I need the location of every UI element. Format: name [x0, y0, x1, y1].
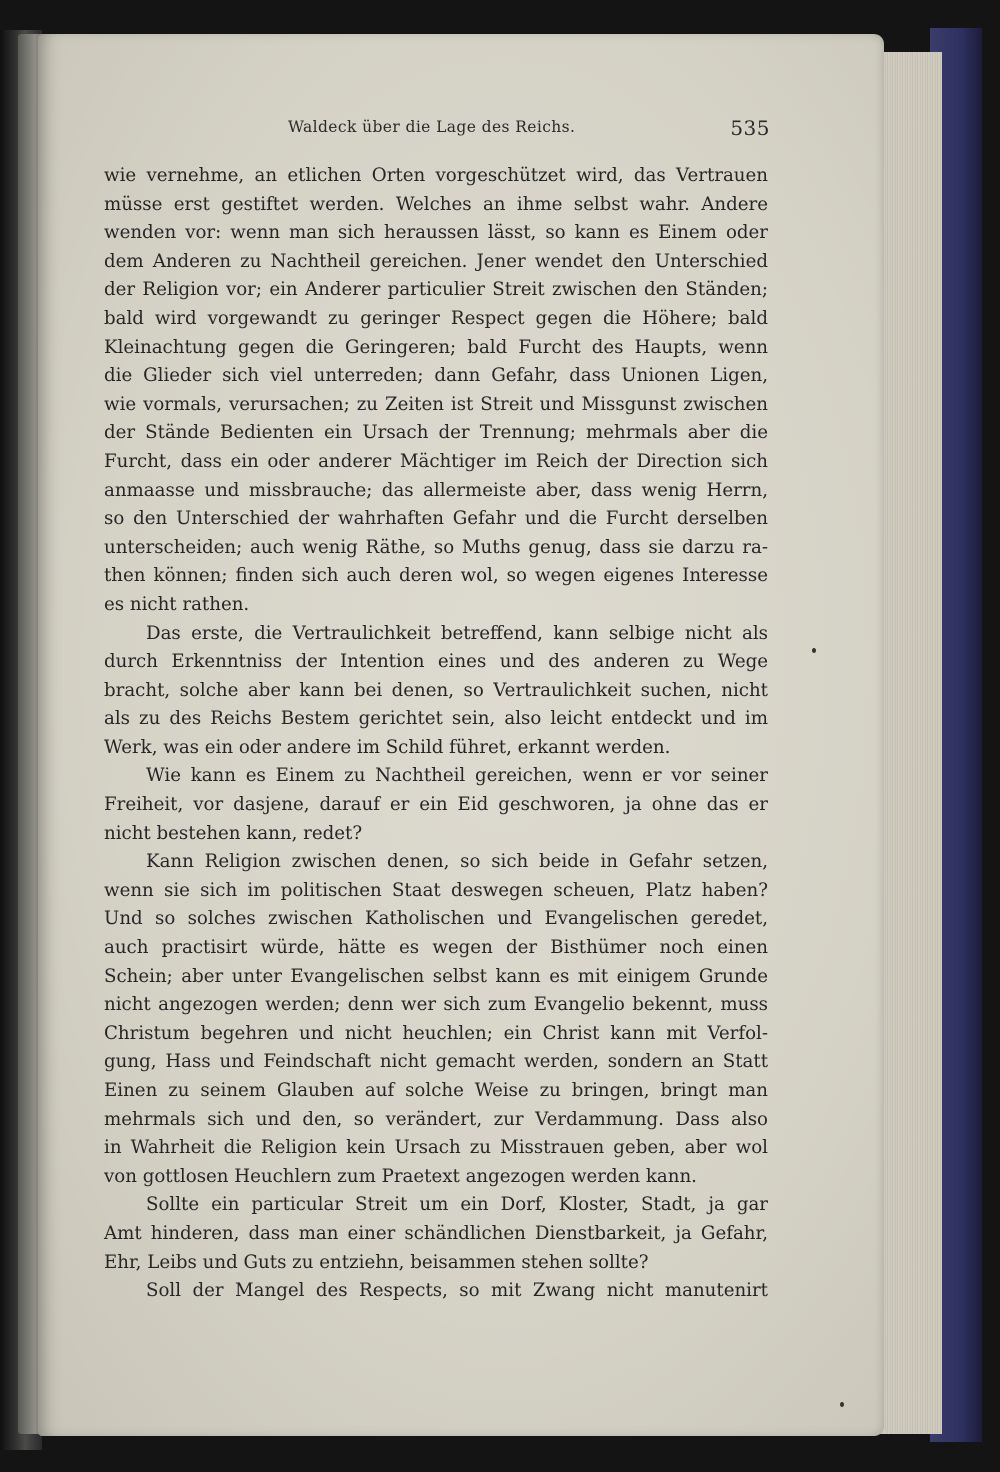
text-line: als zu des Reichs Bestem gerichtet sein, also leicht entdeckt und im — [104, 708, 768, 730]
text-line: Ehr, Leibs und Guts zu entziehn, beisammen stehen sollte? — [104, 1251, 649, 1273]
text-line: Freiheit, vor dasjene, darauf er ein Eid geschworen, ja ohne das er — [104, 794, 768, 816]
text-line: Kann Religion zwischen denen, so sich beide in Gefahr setzen, — [146, 851, 768, 873]
text-line: der Stände Bedienten ein Ursach der Trennung; mehrmals aber die — [104, 422, 768, 444]
text-line: Einen zu seinem Glauben auf solche Weise zu bringen, bringt man — [104, 1080, 768, 1101]
speck-mark — [840, 1402, 844, 1407]
text-line: Wie kann es Einem zu Nachtheil gereichen, wenn er vor seiner — [146, 765, 768, 787]
text-line: Werk, was ein oder andere im Schild führet, erkannt werden. — [104, 736, 671, 758]
text-line: anmaasse und missbrauche; das allermeiste aber, dass wenig Herrn, — [104, 479, 768, 501]
text-line: in Wahrheit die Religion kein Ursach zu Misstrauen geben, aber wol — [104, 1137, 768, 1159]
text-line: von gottlosen Heuchlern zum Praetext angezogen werden kann. — [104, 1165, 697, 1187]
text-line: wie vernehme, an etlichen Orten vorgeschützet wird, das Vertrauen — [104, 165, 768, 186]
text-line: Soll der Mangel des Respects, so mit Zwang nicht manutenirt — [146, 1280, 768, 1302]
text-line: mehrmals sich und den, so verändert, zur Verdammung. Dass also — [104, 1108, 768, 1130]
text-line: bracht, solche aber kann bei denen, so Vertraulichkeit suchen, nicht — [104, 679, 768, 701]
text-line: Schein; aber unter Evangelischen selbst kann es mit einigem Grunde — [104, 965, 768, 987]
text-line: bald wird vorgewandt zu geringer Respect gegen die Höhere; bald — [104, 307, 768, 329]
text-line: gung, Hass und Feindschaft nicht gemacht werden, sondern an Statt — [104, 1051, 768, 1073]
text-line: durch Erkenntniss der Intention eines und des anderen zu Wege — [104, 651, 768, 673]
text-line: wie vormals, verursachen; zu Zeiten ist Streit und Missgunst zwischen — [104, 393, 768, 415]
text-line: Und so solches zwischen Katholischen und Evangelischen geredet, — [104, 908, 768, 930]
text-line: nicht bestehen kann, redet? — [104, 822, 363, 844]
page-header — [288, 118, 770, 146]
text-line: Das erste, die Vertraulichkeit betreffend, kann selbige nicht als — [146, 622, 768, 644]
text-line: unterscheiden; auch wenig Räthe, so Muths genug, dass sie darzu ra- — [104, 536, 768, 558]
text-line: es nicht rathen. — [104, 593, 250, 615]
speck-mark — [812, 648, 816, 653]
text-line: Sollte ein particular Streit um ein Dorf, Kloster, Stadt, ja gar — [146, 1194, 768, 1216]
text-line: Furcht, dass ein oder anderer Mächtiger im Reich der Direction sich — [104, 450, 768, 472]
text-line: nicht angezogen werden; denn wer sich zum Evangelio bekennt, muss — [104, 994, 768, 1016]
running-title: Waldeck über die Lage des Reichs. — [288, 118, 576, 136]
text-line: Christum begehren und nicht heuchlen; ein Christ kann mit Verfol- — [104, 1022, 768, 1044]
text-line: Kleinachtung gegen die Geringeren; bald Furcht des Haupts, wenn — [104, 336, 768, 358]
text-line: auch practisirt würde, hätte es wegen der Bisthümer noch einen — [104, 937, 768, 959]
text-line: die Glieder sich viel unterreden; dann Gefahr, dass Unionen Ligen, — [104, 365, 768, 387]
text-line: wenden vor: wenn man sich heraussen lässt, so kann es Einem oder — [104, 222, 768, 244]
text-line: müsse erst gestiftet werden. Welches an ihme selbst wahr. Andere — [104, 193, 768, 215]
text-line: der Religion vor; ein Anderer particulier Streit zwischen den Ständen; — [104, 279, 768, 301]
text-line: wenn sie sich im politischen Staat deswegen scheuen, Platz haben? — [104, 879, 768, 901]
text-line: Amt hinderen, dass man einer schändlichen Dienstbarkeit, ja Gefahr, — [104, 1222, 768, 1244]
body-text — [104, 162, 768, 1306]
text-line: so den Unterschied der wahrhaften Gefahr und die Furcht derselben — [104, 508, 768, 530]
text-line: dem Anderen zu Nachtheil gereichen. Jener wendet den Unterschied — [104, 250, 768, 272]
text-line: then können; finden sich auch deren wol, so wegen eigenes Interesse — [104, 565, 768, 587]
page-number: 535 — [730, 116, 770, 140]
